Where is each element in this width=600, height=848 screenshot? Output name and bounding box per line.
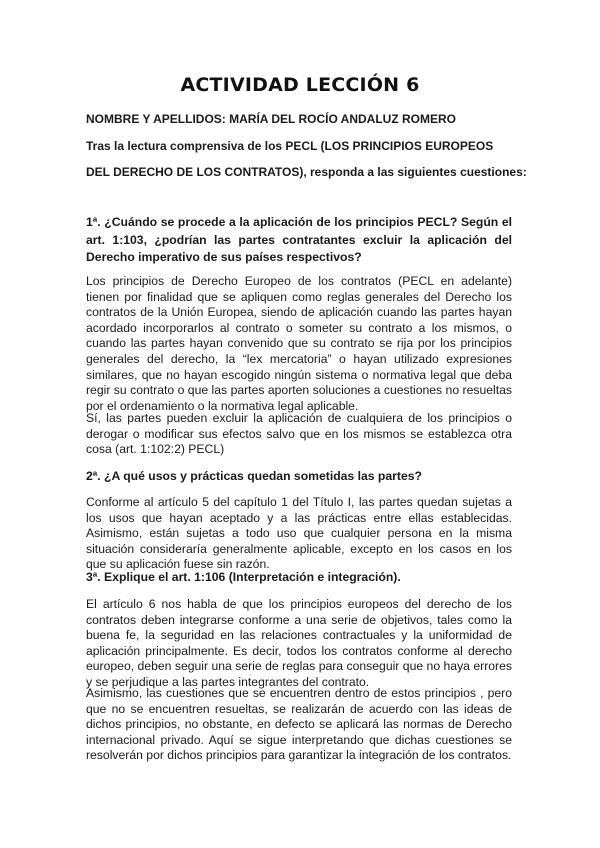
question-3: 3ª. Explique el art. 1:106 (Interpretación e integración).	[86, 570, 401, 584]
instructions-line-1: Tras la lectura comprensiva de los PECL (LOS PRINCIPIOS EUROPEOS	[86, 139, 494, 153]
answer-3-paragraph-2: Asimismo, las cuestiones que se encuentren dentro de estos principios , pero que no se encuentren resueltas, se realizarán de acuerdo con las ideas de dichos principios, no obstante, en defecto se aplicará las normas de Derecho internacional privado. Aquí se sigue interpretando que dichas cuestiones se resolverán por dichos principios para garantizar la integración de los contratos.	[86, 686, 512, 763]
page-title: ACTIVIDAD LECCIÓN 6	[180, 74, 420, 96]
answer-1-paragraph-1: Los principios de Derecho Europeo de los contratos (PECL en adelante) tienen por finalidad que se apliquen como reglas generales del Derecho los contratos de la Unión Europea, siendo de aplicación cuando las partes hayan acordado incorporarlos al contrato o someter su contrato a los mismos, o cuando las partes hayan convenido que su contrato se rija por los principios generales del derecho, la “lex mercatoria” o hayan utilizado expresiones similares, que no hayan escogido ningún sistema o normativa legal que deba regir su contrato o que las partes aporten soluciones a cuestiones no resueltas por el ordenamiento o la normativa legal aplicable.	[86, 274, 512, 413]
question-1: 1ª. ¿Cuándo se procede a la aplicación de los principios PECL? Según el art. 1:103, ¿podrían las partes contratantes excluir la aplicación del Derecho imperativo de sus países respectivos?	[86, 215, 512, 264]
question-2: 2ª. ¿A qué usos y prácticas quedan sometidas las partes?	[86, 469, 422, 483]
answer-2: Conforme al artículo 5 del capítulo 1 del Título I, las partes quedan sujetas a los usos que hayan aceptado y a las prácticas entre ellas establecidas. Asimismo, están sujetas a todo uso que cualquier persona en la misma situación consideraría generalmente aplicable, excepto en los casos en los que su aplicación fuese sin razón.	[86, 495, 512, 572]
instructions-line-2: DEL DERECHO DE LOS CONTRATOS), responda a las siguientes cuestiones:	[86, 165, 527, 179]
answer-3-paragraph-1: El artículo 6 nos habla de que los principios europeos del derecho de los contratos deben integrarse conforme a una serie de objetivos, tales como la buena fe, la seguridad en las relaciones contractuales y la uniformidad de aplicación principalmente. Es decir, todos los contratos conforme al derecho europeo, deben seguir una serie de reglas para conseguir que no haya errores y se perjudique a las partes integrantes del contrato.	[86, 597, 512, 689]
student-name: NOMBRE Y APELLIDOS: MARÍA DEL ROCÍO ANDALUZ ROMERO	[86, 112, 457, 126]
answer-1-paragraph-2: Sí, las partes pueden excluir la aplicación de cualquiera de los principios o derogar o modificar sus efectos salvo que en los mismos se establezca otra cosa (art. 1:102:2) PECL)	[86, 411, 512, 457]
